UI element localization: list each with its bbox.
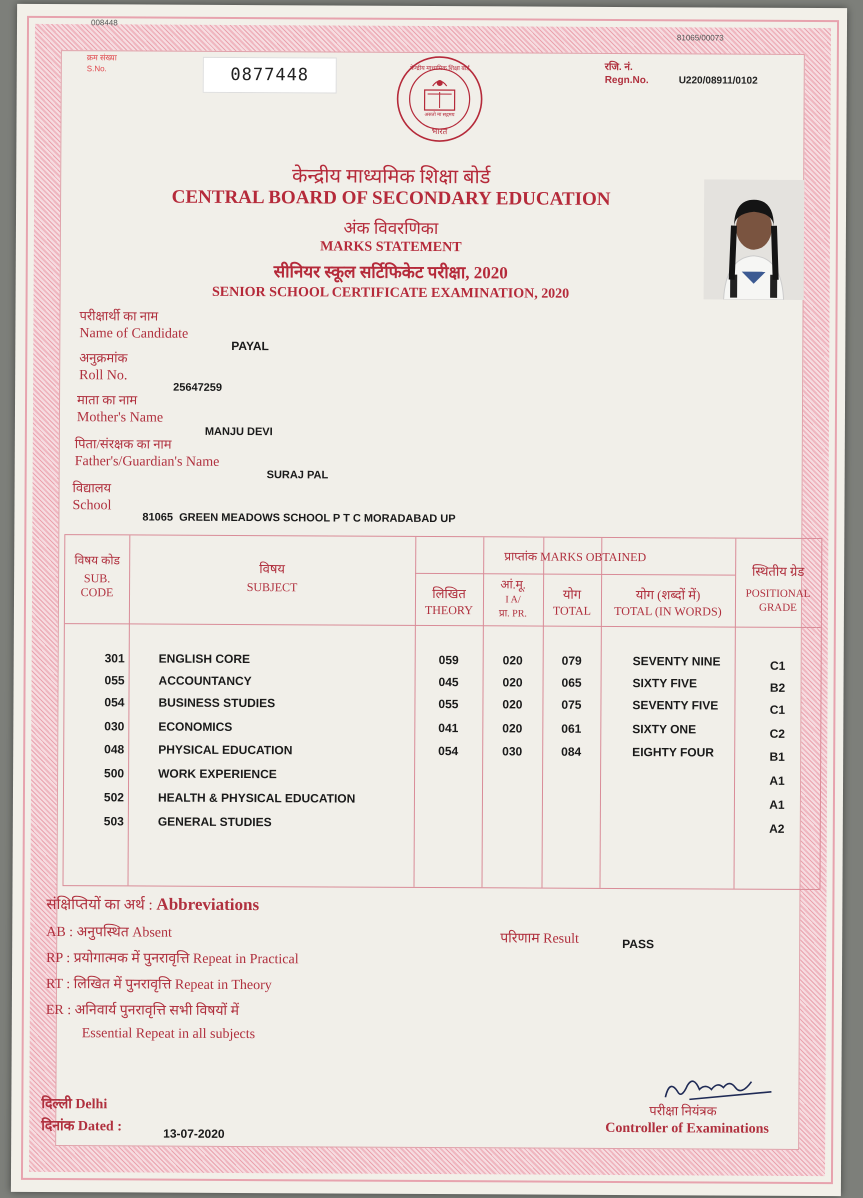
cell-grade: A1 bbox=[769, 797, 785, 812]
cell-ia: 030 bbox=[502, 744, 523, 759]
cell-subject: GENERAL STUDIES bbox=[157, 814, 272, 830]
mother-label-en: Mother's Name bbox=[76, 410, 164, 426]
exam-name-english: SENIOR SCHOOL CERTIFICATE EXAMINATION, 2020 bbox=[211, 284, 570, 302]
cell-words: SEVENTY FIVE bbox=[632, 698, 719, 713]
logo-bottom-text: भारत bbox=[431, 127, 448, 137]
header-words-en: TOTAL (IN WORDS) bbox=[614, 603, 722, 619]
cell-grade: B2 bbox=[769, 680, 786, 695]
father-name: SURAJ PAL bbox=[266, 469, 329, 482]
cell-words: SIXTY FIVE bbox=[632, 676, 698, 691]
name-label-en: Name of Candidate bbox=[79, 326, 189, 342]
cell-code: 503 bbox=[103, 814, 124, 829]
controller-title-en: Controller of Examinations bbox=[605, 1120, 769, 1137]
cell-total: 075 bbox=[561, 697, 582, 712]
document-title-english: MARKS STATEMENT bbox=[320, 239, 462, 256]
cell-words bbox=[632, 817, 742, 818]
board-name-english: CENTRAL BOARD OF SECONDARY EDUCATION bbox=[171, 186, 611, 210]
cell-total: 065 bbox=[561, 675, 582, 690]
header-total-en: TOTAL bbox=[552, 603, 592, 618]
abbr-essential-repeat: ER : अनिवार्य पुनरावृत्ति सभी विषयों में bbox=[45, 1002, 240, 1020]
cell-ia: 020 bbox=[502, 675, 523, 690]
name-label-hi: परीक्षार्थी का नाम bbox=[79, 308, 159, 324]
cell-code: 500 bbox=[104, 766, 125, 781]
candidate-name: PAYAL bbox=[231, 338, 269, 354]
mother-name: MANJU DEVI bbox=[204, 425, 273, 439]
cell-theory: 045 bbox=[438, 675, 459, 690]
cell-subject: HEALTH & PHYSICAL EDUCATION bbox=[157, 790, 356, 806]
cell-ia: 020 bbox=[502, 653, 523, 668]
cell-ia: 020 bbox=[502, 697, 523, 712]
cell-code: 054 bbox=[104, 695, 125, 710]
cell-grade: C1 bbox=[769, 702, 786, 717]
controller-title-hi: परीक्षा नियंत्रक bbox=[649, 1103, 717, 1119]
mother-label-hi: माता का नाम bbox=[77, 392, 138, 408]
cell-grade: C1 bbox=[769, 658, 786, 673]
document-title-hindi: अंक विवरणिका bbox=[343, 218, 439, 239]
roll-label-hi: अनुक्रमांक bbox=[79, 350, 128, 366]
header-code-en: SUB. CODE bbox=[80, 571, 114, 600]
school-label-hi: विद्यालय bbox=[72, 480, 112, 496]
marks-statement-document bbox=[11, 4, 847, 1196]
cell-theory: 055 bbox=[438, 697, 459, 712]
header-subject-hi: विषय bbox=[259, 561, 286, 577]
cell-words bbox=[632, 769, 742, 770]
candidate-photo-icon bbox=[704, 179, 805, 300]
header-code-hi: विषय कोड bbox=[74, 553, 120, 568]
roll-number: 25647259 bbox=[173, 381, 223, 394]
cell-code: 301 bbox=[104, 651, 125, 666]
abbreviations-title-hi: संक्षिप्तियों का अर्थ : bbox=[46, 897, 153, 914]
abbr-absent: AB : अनुपस्थित Absent bbox=[46, 925, 172, 941]
exam-name-hindi: सीनियर स्कूल सर्टिफिकेट परीक्षा, 2020 bbox=[273, 262, 508, 283]
cell-total: 079 bbox=[561, 653, 582, 668]
header-theory-hi: लिखित bbox=[432, 586, 466, 602]
logo-motto: असतो मा सद्गमय bbox=[424, 112, 455, 119]
logo-ring-text: केन्द्रीय माध्यमिक शिक्षा बोर्ड bbox=[410, 65, 470, 73]
regn-label-hi: रजि. नं. bbox=[604, 61, 633, 74]
cell-grade: A2 bbox=[769, 821, 785, 836]
header-grade-hi: स्थितीय ग्रेड bbox=[751, 563, 805, 579]
place: दिल्ली Delhi bbox=[41, 1096, 108, 1113]
header-words-hi: योग (शब्दों में) bbox=[635, 587, 701, 603]
cell-theory: 054 bbox=[438, 744, 459, 759]
header-marks bbox=[415, 549, 735, 565]
cell-subject: BUSINESS STUDIES bbox=[158, 695, 276, 711]
abbreviations-title-en: Abbreviations bbox=[156, 894, 260, 915]
roll-label-en: Roll No. bbox=[79, 368, 128, 384]
cell-grade: B1 bbox=[769, 749, 785, 764]
abbr-essential-repeat-en: Essential Repeat in all subjects bbox=[81, 1026, 256, 1043]
header-total-hi: योग bbox=[562, 586, 582, 602]
header-ia-hi: आं.मू. bbox=[500, 577, 526, 592]
abbr-repeat-practical: RP : प्रयोगात्मक में पुनरावृत्ति Repeat in Practical bbox=[46, 951, 299, 968]
regn-number: U220/08911/0102 bbox=[678, 75, 758, 87]
header-grade-en: POSITIONAL GRADE bbox=[745, 587, 811, 614]
header-subject-en: SUBJECT bbox=[246, 580, 298, 595]
board-name-hindi: केन्द्रीय माध्यमिक शिक्षा बोर्ड bbox=[292, 165, 491, 189]
school-label-en: School bbox=[72, 498, 112, 514]
cell-total: 084 bbox=[561, 744, 582, 759]
cell-subject: WORK EXPERIENCE bbox=[158, 766, 277, 782]
dated-label: दिनांक Dated : bbox=[41, 1118, 122, 1135]
header-ia-en: I A/ bbox=[505, 594, 521, 606]
regn-label-en: Regn.No. bbox=[604, 74, 649, 87]
cell-code: 055 bbox=[104, 673, 125, 688]
father-label-hi: पिता/संरक्षक का नाम bbox=[74, 436, 172, 452]
cell-subject: PHYSICAL EDUCATION bbox=[158, 742, 293, 758]
cell-ia: 020 bbox=[502, 721, 523, 736]
cell-code: 048 bbox=[104, 742, 125, 757]
issue-date: 13-07-2020 bbox=[163, 1126, 225, 1141]
top-right-number: 81065/00073 bbox=[676, 33, 724, 43]
header-marks-hi: प्राप्तांक bbox=[504, 549, 538, 564]
cell-code: 030 bbox=[104, 719, 125, 734]
top-left-number: 008448 bbox=[90, 18, 118, 28]
header-theory-en: THEORY bbox=[424, 602, 473, 618]
candidate-photo bbox=[704, 179, 805, 300]
cell-code: 502 bbox=[103, 790, 124, 805]
cell-subject: ENGLISH CORE bbox=[158, 651, 251, 667]
cell-theory: 041 bbox=[438, 721, 459, 736]
serial-number: 0877448 bbox=[203, 57, 337, 94]
abbreviations-title bbox=[46, 894, 259, 915]
header-marks-en: MARKS OBTAINED bbox=[540, 549, 647, 565]
school-name: 81065 GREEN MEADOWS SCHOOL P T C MORADABAD UP bbox=[142, 511, 456, 526]
abbr-repeat-theory: RT : लिखित में पुनरावृत्ति Repeat in Theory bbox=[45, 976, 272, 994]
father-label-en: Father's/Guardian's Name bbox=[74, 454, 220, 470]
cell-words: SEVENTY NINE bbox=[632, 654, 721, 669]
cell-theory: 059 bbox=[438, 653, 459, 668]
cell-grade: A1 bbox=[769, 773, 785, 788]
cell-grade: C2 bbox=[769, 726, 786, 741]
result-label: परिणाम Result bbox=[500, 931, 579, 947]
cell-words: EIGHTY FOUR bbox=[632, 745, 715, 760]
cell-words bbox=[632, 793, 742, 794]
cell-total: 061 bbox=[561, 721, 582, 736]
cell-subject: ECONOMICS bbox=[158, 719, 233, 734]
cell-words: SIXTY ONE bbox=[632, 722, 697, 737]
header-pr-hi: प्रा. PR. bbox=[498, 608, 527, 620]
serial-label-hi: क्रम संख्या bbox=[86, 53, 117, 63]
serial-label-en: S.No. bbox=[86, 64, 107, 74]
result-value: PASS bbox=[622, 937, 655, 952]
cbse-logo bbox=[394, 54, 484, 144]
cell-subject: ACCOUNTANCY bbox=[158, 673, 252, 689]
marks-table bbox=[62, 534, 822, 890]
